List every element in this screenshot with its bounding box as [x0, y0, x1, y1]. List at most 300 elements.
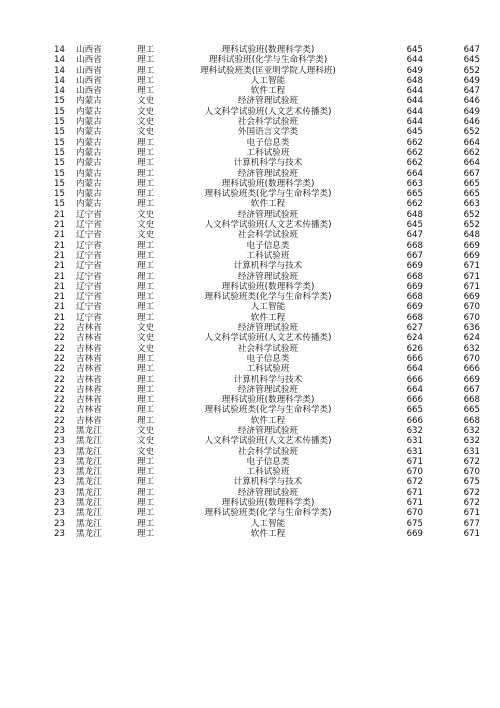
province-cell: 黑龙江	[76, 467, 102, 478]
major-cell: 工科试验班	[246, 250, 290, 261]
major-cell: 计算机科学与技术	[233, 477, 303, 488]
province-cell: 内蒙古	[76, 189, 102, 200]
subject-type-cell: 文史	[137, 333, 155, 344]
subject-type-cell: 理工	[137, 137, 155, 148]
subject-type-cell: 理工	[137, 178, 155, 189]
major-cell: 理科试验班类(化学与生命科学类)	[204, 405, 332, 416]
province-code-cell: 23	[54, 528, 65, 539]
subject-type-cell: 理工	[137, 487, 155, 498]
max-score-cell: 646	[463, 96, 480, 107]
min-score-cell: 631	[406, 436, 423, 447]
province-code-cell: 15	[54, 137, 65, 148]
max-score-cell: 675	[463, 477, 480, 488]
subject-type-cell: 理工	[137, 281, 155, 292]
subject-type-cell: 理工	[137, 415, 155, 426]
min-score-cell: 668	[406, 271, 423, 282]
score-table	[40, 45, 480, 539]
max-score-cell: 631	[463, 446, 480, 457]
province-code-cell: 23	[54, 436, 65, 447]
min-score-cell: 626	[406, 343, 423, 354]
max-score-cell: 645	[463, 55, 480, 66]
table-row	[40, 354, 480, 364]
subject-type-cell: 文史	[137, 436, 155, 447]
min-score-cell: 664	[406, 364, 423, 375]
province-cell: 辽宁省	[76, 230, 102, 241]
province-code-cell: 15	[54, 96, 65, 107]
table-row	[40, 405, 480, 415]
min-score-cell: 672	[406, 477, 423, 488]
max-score-cell: 636	[463, 323, 480, 334]
table-row	[40, 447, 480, 457]
table-row	[40, 333, 480, 343]
major-cell: 经济管理试验班	[237, 271, 299, 282]
major-cell: 经济管理试验班	[237, 168, 299, 179]
province-cell: 吉林省	[76, 405, 102, 416]
major-cell: 工科试验班	[246, 147, 290, 158]
province-code-cell: 23	[54, 477, 65, 488]
province-code-cell: 22	[54, 364, 65, 375]
province-cell: 山西省	[76, 86, 102, 97]
min-score-cell: 663	[406, 178, 423, 189]
max-score-cell: 648	[463, 230, 480, 241]
table-row	[40, 323, 480, 333]
province-code-cell: 22	[54, 395, 65, 406]
subject-type-cell: 理工	[137, 477, 155, 488]
subject-type-cell: 理工	[137, 405, 155, 416]
min-score-cell: 662	[406, 199, 423, 210]
table-row	[40, 251, 480, 261]
table-row	[40, 117, 480, 127]
province-cell: 辽宁省	[76, 240, 102, 251]
max-score-cell: 667	[463, 168, 480, 179]
major-cell: 电子信息类	[246, 137, 290, 148]
min-score-cell: 631	[406, 446, 423, 457]
province-code-cell: 14	[54, 75, 65, 86]
table-row	[40, 488, 480, 498]
major-cell: 人文科学试验班(人文艺术传播类)	[204, 220, 332, 231]
max-score-cell: 666	[463, 364, 480, 375]
province-code-cell: 22	[54, 415, 65, 426]
max-score-cell: 670	[463, 312, 480, 323]
table-row	[40, 199, 480, 209]
subject-type-cell: 文史	[137, 220, 155, 231]
province-code-cell: 22	[54, 374, 65, 385]
min-score-cell: 645	[406, 45, 423, 55]
province-code-cell: 14	[54, 65, 65, 76]
subject-type-cell: 理工	[137, 508, 155, 519]
province-cell: 山西省	[76, 65, 102, 76]
max-score-cell: 647	[463, 45, 480, 55]
subject-type-cell: 理工	[137, 518, 155, 529]
max-score-cell: 670	[463, 467, 480, 478]
province-code-cell: 15	[54, 168, 65, 179]
max-score-cell: 672	[463, 487, 480, 498]
table-row	[40, 261, 480, 271]
province-cell: 吉林省	[76, 395, 102, 406]
min-score-cell: 647	[406, 230, 423, 241]
province-code-cell: 14	[54, 45, 65, 55]
subject-type-cell: 理工	[137, 467, 155, 478]
province-cell: 内蒙古	[76, 199, 102, 210]
subject-type-cell: 理工	[137, 168, 155, 179]
min-score-cell: 669	[406, 281, 423, 292]
province-cell: 黑龙江	[76, 446, 102, 457]
province-code-cell: 23	[54, 518, 65, 529]
province-cell: 吉林省	[76, 364, 102, 375]
province-code-cell: 15	[54, 158, 65, 169]
max-score-cell: 652	[463, 127, 480, 138]
subject-type-cell: 文史	[137, 127, 155, 138]
subject-type-cell: 文史	[137, 323, 155, 334]
subject-type-cell: 理工	[137, 384, 155, 395]
province-code-cell: 15	[54, 117, 65, 128]
min-score-cell: 671	[406, 487, 423, 498]
province-code-cell: 21	[54, 250, 65, 261]
max-score-cell: 672	[463, 498, 480, 509]
min-score-cell: 645	[406, 220, 423, 231]
province-cell: 吉林省	[76, 343, 102, 354]
province-cell: 内蒙古	[76, 106, 102, 117]
province-code-cell: 22	[54, 333, 65, 344]
province-code-cell: 23	[54, 467, 65, 478]
max-score-cell: 652	[463, 220, 480, 231]
province-cell: 内蒙古	[76, 178, 102, 189]
major-cell: 理科试验班类(匡亚明学院人理科班)	[200, 65, 336, 76]
max-score-cell: 671	[463, 271, 480, 282]
major-cell: 电子信息类	[246, 240, 290, 251]
subject-type-cell: 理工	[137, 364, 155, 375]
major-cell: 人文科学试验班(人文艺术传播类)	[204, 436, 332, 447]
province-code-cell: 23	[54, 487, 65, 498]
province-code-cell: 23	[54, 425, 65, 436]
table-row	[40, 96, 480, 106]
province-cell: 黑龙江	[76, 425, 102, 436]
major-cell: 外国语言文学类	[237, 127, 299, 138]
province-cell: 黑龙江	[76, 528, 102, 539]
subject-type-cell: 理工	[137, 189, 155, 200]
major-cell: 人工智能	[250, 518, 286, 529]
major-cell: 经济管理试验班	[237, 425, 299, 436]
subject-type-cell: 文史	[137, 425, 155, 436]
min-score-cell: 648	[406, 209, 423, 220]
province-code-cell: 22	[54, 384, 65, 395]
max-score-cell: 649	[463, 75, 480, 86]
province-cell: 黑龙江	[76, 477, 102, 488]
max-score-cell: 663	[463, 199, 480, 210]
table-row	[40, 76, 480, 86]
table-row	[40, 426, 480, 436]
province-cell: 辽宁省	[76, 302, 102, 313]
min-score-cell: 667	[406, 250, 423, 261]
major-cell: 计算机科学与技术	[233, 261, 303, 272]
min-score-cell: 665	[406, 189, 423, 200]
subject-type-cell: 文史	[137, 117, 155, 128]
province-cell: 内蒙古	[76, 158, 102, 169]
min-score-cell: 669	[406, 302, 423, 313]
min-score-cell: 627	[406, 323, 423, 334]
province-code-cell: 22	[54, 343, 65, 354]
table-row	[40, 189, 480, 199]
max-score-cell: 664	[463, 158, 480, 169]
province-code-cell: 21	[54, 281, 65, 292]
province-code-cell: 21	[54, 261, 65, 272]
province-cell: 内蒙古	[76, 147, 102, 158]
major-cell: 理科试验班类(化学与生命科学类)	[204, 508, 332, 519]
max-score-cell: 668	[463, 395, 480, 406]
min-score-cell: 664	[406, 168, 423, 179]
province-cell: 山西省	[76, 55, 102, 66]
major-cell: 软件工程	[250, 528, 286, 539]
max-score-cell: 669	[463, 374, 480, 385]
major-cell: 人文科学试验班(人文艺术传播类)	[204, 106, 332, 117]
major-cell: 工科试验班	[246, 364, 290, 375]
max-score-cell: 677	[463, 518, 480, 529]
subject-type-cell: 文史	[137, 106, 155, 117]
subject-type-cell: 理工	[137, 65, 155, 76]
max-score-cell: 671	[463, 508, 480, 519]
major-cell: 理科试验班(化学与生命科学类)	[208, 55, 328, 66]
min-score-cell: 644	[406, 86, 423, 97]
table-row	[40, 375, 480, 385]
max-score-cell: 669	[463, 292, 480, 303]
province-cell: 内蒙古	[76, 168, 102, 179]
province-code-cell: 21	[54, 240, 65, 251]
province-code-cell: 23	[54, 446, 65, 457]
subject-type-cell: 理工	[137, 456, 155, 467]
table-row	[40, 416, 480, 426]
province-cell: 辽宁省	[76, 261, 102, 272]
subject-type-cell: 文史	[137, 446, 155, 457]
max-score-cell: 669	[463, 250, 480, 261]
max-score-cell: 668	[463, 415, 480, 426]
province-code-cell: 14	[54, 86, 65, 97]
min-score-cell: 644	[406, 106, 423, 117]
province-cell: 吉林省	[76, 333, 102, 344]
table-row	[40, 138, 480, 148]
major-cell: 理科试验班(数理科学类)	[221, 178, 315, 189]
min-score-cell: 644	[406, 55, 423, 66]
table-row	[40, 498, 480, 508]
province-code-cell: 22	[54, 405, 65, 416]
province-cell: 辽宁省	[76, 271, 102, 282]
province-code-cell: 21	[54, 302, 65, 313]
table-row	[40, 508, 480, 518]
province-cell: 辽宁省	[76, 250, 102, 261]
max-score-cell: 649	[463, 106, 480, 117]
province-code-cell: 15	[54, 199, 65, 210]
min-score-cell: 662	[406, 158, 423, 169]
major-cell: 经济管理试验班	[237, 384, 299, 395]
min-score-cell: 669	[406, 528, 423, 539]
subject-type-cell: 文史	[137, 230, 155, 241]
table-row	[40, 282, 480, 292]
max-score-cell: 671	[463, 528, 480, 539]
table-row	[40, 158, 480, 168]
min-score-cell: 624	[406, 333, 423, 344]
table-row	[40, 210, 480, 220]
table-row	[40, 395, 480, 405]
min-score-cell: 662	[406, 137, 423, 148]
province-code-cell: 21	[54, 230, 65, 241]
subject-type-cell: 理工	[137, 528, 155, 539]
province-code-cell: 21	[54, 220, 65, 231]
table-row	[40, 45, 480, 55]
province-cell: 黑龙江	[76, 456, 102, 467]
province-cell: 内蒙古	[76, 96, 102, 107]
table-row	[40, 529, 480, 539]
province-cell: 内蒙古	[76, 137, 102, 148]
major-cell: 人文科学试验班(人文艺术传播类)	[204, 333, 332, 344]
major-cell: 理科试验班(数理科学类)	[221, 281, 315, 292]
table-row	[40, 292, 480, 302]
province-cell: 辽宁省	[76, 220, 102, 231]
subject-type-cell: 理工	[137, 302, 155, 313]
subject-type-cell: 文史	[137, 343, 155, 354]
max-score-cell: 671	[463, 281, 480, 292]
subject-type-cell: 理工	[137, 45, 155, 55]
province-cell: 山西省	[76, 45, 102, 55]
min-score-cell: 668	[406, 312, 423, 323]
min-score-cell: 664	[406, 384, 423, 395]
table-row	[40, 364, 480, 374]
table-row	[40, 457, 480, 467]
min-score-cell: 666	[406, 395, 423, 406]
table-row	[40, 344, 480, 354]
province-code-cell: 21	[54, 209, 65, 220]
major-cell: 经济管理试验班	[237, 323, 299, 334]
table-row	[40, 302, 480, 312]
province-code-cell: 21	[54, 271, 65, 282]
min-score-cell: 632	[406, 425, 423, 436]
major-cell: 软件工程	[250, 199, 286, 210]
subject-type-cell: 文史	[137, 96, 155, 107]
major-cell: 理科试验班(数理科学类)	[221, 45, 315, 55]
max-score-cell: 670	[463, 302, 480, 313]
table-row	[40, 179, 480, 189]
min-score-cell: 644	[406, 117, 423, 128]
province-code-cell: 21	[54, 312, 65, 323]
table-row	[40, 241, 480, 251]
min-score-cell: 666	[406, 353, 423, 364]
province-cell: 吉林省	[76, 353, 102, 364]
max-score-cell: 652	[463, 65, 480, 76]
major-cell: 社会科学试验班	[237, 230, 299, 241]
province-cell: 辽宁省	[76, 209, 102, 220]
min-score-cell: 666	[406, 415, 423, 426]
min-score-cell: 670	[406, 467, 423, 478]
province-code-cell: 14	[54, 55, 65, 66]
major-cell: 经济管理试验班	[237, 487, 299, 498]
province-code-cell: 21	[54, 292, 65, 303]
major-cell: 理科试验班类(化学与生命科学类)	[204, 292, 332, 303]
table-row	[40, 220, 480, 230]
province-cell: 辽宁省	[76, 292, 102, 303]
province-code-cell: 23	[54, 498, 65, 509]
subject-type-cell: 理工	[137, 55, 155, 66]
subject-type-cell: 理工	[137, 395, 155, 406]
major-cell: 电子信息类	[246, 353, 290, 364]
max-score-cell: 652	[463, 209, 480, 220]
province-cell: 黑龙江	[76, 498, 102, 509]
subject-type-cell: 理工	[137, 75, 155, 86]
province-code-cell: 23	[54, 456, 65, 467]
major-cell: 软件工程	[250, 312, 286, 323]
min-score-cell: 644	[406, 96, 423, 107]
province-cell: 吉林省	[76, 384, 102, 395]
province-code-cell: 15	[54, 178, 65, 189]
max-score-cell: 624	[463, 333, 480, 344]
major-cell: 理科试验班类(化学与生命科学类)	[204, 189, 332, 200]
subject-type-cell: 理工	[137, 240, 155, 251]
major-cell: 软件工程	[250, 415, 286, 426]
subject-type-cell: 理工	[137, 374, 155, 385]
max-score-cell: 632	[463, 343, 480, 354]
province-code-cell: 15	[54, 106, 65, 117]
max-score-cell: 665	[463, 189, 480, 200]
min-score-cell: 670	[406, 508, 423, 519]
major-cell: 人工智能	[250, 75, 286, 86]
major-cell: 理科试验班(数理科学类)	[221, 395, 315, 406]
table-row	[40, 385, 480, 395]
subject-type-cell: 理工	[137, 199, 155, 210]
max-score-cell: 665	[463, 405, 480, 416]
subject-type-cell: 理工	[137, 271, 155, 282]
max-score-cell: 665	[463, 178, 480, 189]
province-cell: 吉林省	[76, 374, 102, 385]
major-cell: 社会科学试验班	[237, 117, 299, 128]
subject-type-cell: 理工	[137, 250, 155, 261]
subject-type-cell: 理工	[137, 353, 155, 364]
max-score-cell: 632	[463, 425, 480, 436]
table-row	[40, 169, 480, 179]
min-score-cell: 671	[406, 456, 423, 467]
subject-type-cell: 理工	[137, 312, 155, 323]
province-code-cell: 22	[54, 323, 65, 334]
min-score-cell: 649	[406, 65, 423, 76]
province-cell: 辽宁省	[76, 281, 102, 292]
province-code-cell: 22	[54, 353, 65, 364]
major-cell: 经济管理试验班	[237, 209, 299, 220]
min-score-cell: 648	[406, 75, 423, 86]
min-score-cell: 666	[406, 374, 423, 385]
province-cell: 内蒙古	[76, 127, 102, 138]
min-score-cell: 671	[406, 498, 423, 509]
province-code-cell: 15	[54, 189, 65, 200]
subject-type-cell: 理工	[137, 261, 155, 272]
table-row	[40, 519, 480, 529]
province-cell: 黑龙江	[76, 518, 102, 529]
province-code-cell: 15	[54, 127, 65, 138]
major-cell: 社会科学试验班	[237, 343, 299, 354]
min-score-cell: 662	[406, 147, 423, 158]
table-row	[40, 436, 480, 446]
major-cell: 软件工程	[250, 86, 286, 97]
max-score-cell: 667	[463, 384, 480, 395]
table-row	[40, 230, 480, 240]
subject-type-cell: 理工	[137, 147, 155, 158]
max-score-cell: 670	[463, 353, 480, 364]
province-cell: 吉林省	[76, 323, 102, 334]
min-score-cell: 675	[406, 518, 423, 529]
province-cell: 山西省	[76, 75, 102, 86]
table-row	[40, 477, 480, 487]
max-score-cell: 632	[463, 436, 480, 447]
max-score-cell: 646	[463, 117, 480, 128]
subject-type-cell: 理工	[137, 86, 155, 97]
table-row	[40, 66, 480, 76]
major-cell: 经济管理试验班	[237, 96, 299, 107]
min-score-cell: 669	[406, 261, 423, 272]
